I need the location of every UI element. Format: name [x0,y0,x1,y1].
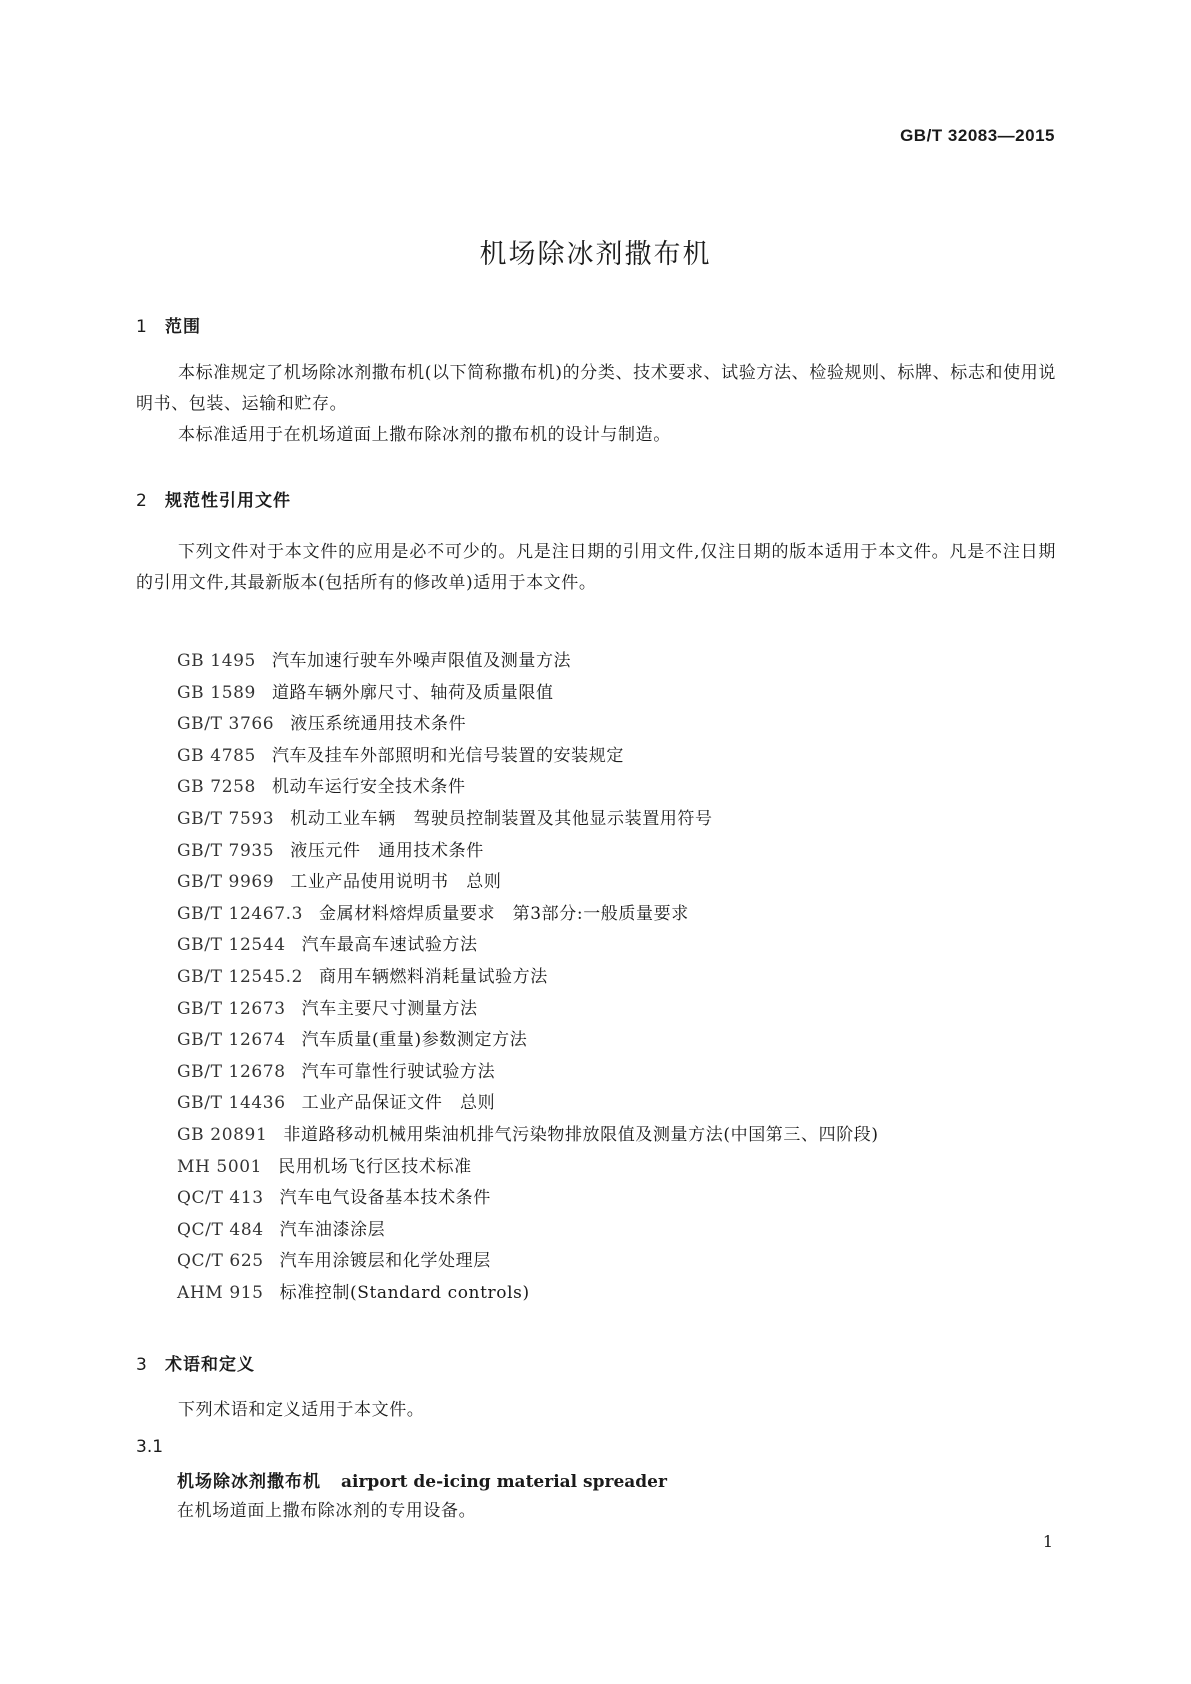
reference-title: 液压元件 通用技术条件 [290,840,484,861]
section-title: 术语和定义 [165,1355,255,1375]
reference-item [177,1278,879,1310]
section-number: 3 [136,1355,148,1375]
reference-code: AHM 915 [177,1282,264,1303]
reference-title: 汽车最高车速试验方法 [301,935,478,956]
reference-code: GB/T 7593 [177,808,275,829]
reference-title: 金属材料熔焊质量要求 第3部分:一般质量要求 [319,903,689,924]
reference-code: MH 5001 [177,1156,263,1177]
reference-title: 工业产品使用说明书 总则 [290,872,502,893]
reference-item [177,867,879,899]
reference-title: 汽车可靠性行驶试验方法 [301,1061,496,1082]
section-title: 规范性引用文件 [165,491,291,511]
page-number: 1 [1042,1532,1053,1551]
reference-item [177,1088,879,1120]
reference-item [177,994,879,1026]
reference-title: 机动工业车辆 驾驶员控制装置及其他显示装置用符号 [290,808,713,829]
standard-code: GB/T 32083—2015 [900,126,1055,145]
reference-title: 液压系统通用技术条件 [290,714,467,735]
term-definition: 在机场道面上撒布除冰剂的专用设备。 [177,1501,477,1521]
scope-paragraph-1: 本标准规定了机场除冰剂撒布机(以下简称撒布机)的分类、技术要求、试验方法、检验规则、标牌、标志和使用说明书、包装、运输和贮存。 [136,363,1056,414]
reference-code: QC/T 484 [177,1219,264,1240]
scope-paragraph-2: 本标准适用于在机场道面上撒布除冰剂的撒布机的设计与制造。 [178,425,671,445]
reference-code: GB 20891 [177,1124,268,1145]
reference-code: GB/T 12678 [177,1061,286,1082]
reference-item [177,804,879,836]
reference-item [177,1120,879,1152]
reference-title: 汽车油漆涂层 [279,1219,386,1240]
reference-item [177,772,879,804]
reference-title: 工业产品保证文件 总则 [301,1093,496,1114]
reference-code: QC/T 413 [177,1188,264,1209]
reference-code: GB/T 12467.3 [177,903,304,924]
reference-title: 汽车主要尺寸测量方法 [301,998,478,1019]
reference-title: 商用车辆燃料消耗量试验方法 [319,966,548,987]
reference-title: 汽车电气设备基本技术条件 [279,1188,491,1209]
section-3-heading [136,1350,255,1375]
reference-title: 非道路移动机械用柴油机排气污染物排放限值及测量方法(中国第三、四阶段) [283,1124,879,1145]
term-entry [177,1467,667,1492]
reference-code: GB 7258 [177,777,256,798]
term-chinese: 机场除冰剂撒布机 [177,1472,321,1492]
section-number: 1 [136,317,148,337]
reference-code: GB/T 12673 [177,998,286,1019]
reference-code: GB/T 9969 [177,872,275,893]
term-number: 3.1 [136,1437,164,1457]
reference-item [177,1215,879,1247]
reference-item [177,836,879,868]
reference-title: 标准控制(Standard controls) [279,1282,530,1303]
reference-title: 民用机场飞行区技术标准 [278,1156,472,1177]
reference-item [177,930,879,962]
reference-code: GB 4785 [177,745,256,766]
section-title: 范围 [165,317,201,337]
reference-code: GB/T 12674 [177,1030,286,1051]
document-title: 机场除冰剂撒布机 [479,239,712,270]
reference-item [177,1183,879,1215]
reference-title: 汽车质量(重量)参数测定方法 [301,1030,528,1051]
reference-title: 道路车辆外廓尺寸、轴荷及质量限值 [271,682,554,703]
reference-code: GB 1495 [177,651,256,671]
reference-code: GB/T 12544 [177,935,286,956]
reference-item [177,1152,879,1184]
section-2-heading [136,486,291,511]
reference-item [177,962,879,994]
reference-item [177,709,879,741]
reference-title: 汽车用涂镀层和化学处理层 [279,1251,491,1272]
reference-code: QC/T 625 [177,1251,264,1272]
reference-item [177,741,879,773]
term-english: airport de-icing material spreader [341,1472,667,1492]
reference-item [177,646,879,678]
reference-item [177,899,879,931]
reference-code: GB/T 7935 [177,840,275,861]
reference-item [177,1246,879,1278]
reference-item [177,1057,879,1089]
reference-code: GB/T 14436 [177,1093,286,1114]
section-number: 2 [136,491,148,511]
reference-title: 汽车加速行驶车外噪声限值及测量方法 [271,651,572,671]
reference-code: GB 1589 [177,682,256,703]
normative-reference-list [177,646,879,1309]
reference-title: 汽车及挂车外部照明和光信号装置的安装规定 [271,745,624,766]
section-1-heading [136,312,201,337]
terms-intro-paragraph: 下列术语和定义适用于本文件。 [178,1400,425,1420]
reference-item [177,678,879,710]
reference-code: GB/T 3766 [177,714,275,735]
reference-item [177,1025,879,1057]
reference-code: GB/T 12545.2 [177,966,304,987]
references-intro-paragraph: 下列文件对于本文件的应用是必不可少的。凡是注日期的引用文件,仅注日期的版本适用于本文件。凡是不注日期的引用文件,其最新版本(包括所有的修改单)适用于本文件。 [136,542,1056,593]
reference-title: 机动车运行安全技术条件 [271,777,466,798]
